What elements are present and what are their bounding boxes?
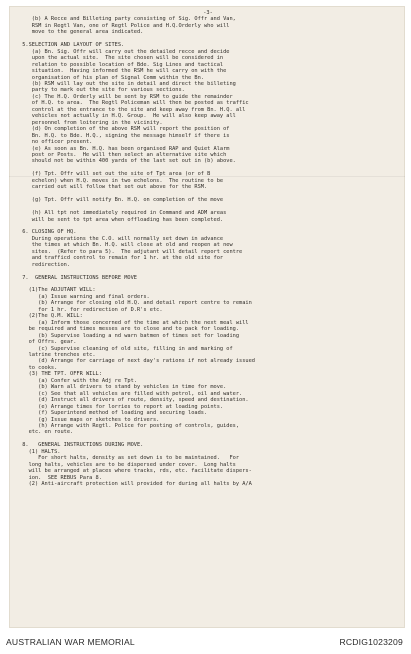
document-text: (b) A Recce and Billeting party consisting of Sig. Offr and Van, RSM in Regtl Van, one of Regtl Police and H.Q.Orderly who will move to the general area indicated. 5.SELECTION AND LAYOUT OF SITES. (a) Bn. Sig. Offr will carry out the detailed recce and decide upon the actual site. The site chosen will be considered in relation to possible location of Bde. Sig Lines and tactical situation. Having informed the RSM he will carry on with the organisation of his plan of Signal Comm within the Bn. (b) RSM will lay out the site in detail and direct the billeting party to mark out the site for various sections. (c) The H.Q. Orderly will be sent by RSM to guide the remainder of H.Q. to area. The Regtl Policeman will then be posted as traffic control at the entrance to the site and keep away from Bn. H.Q. all vehicles not actually in H.Q. Group. He will also keep away all personnel from loitering in the vicinity. (d) On completion of the above RSM will report the position of Bn. H.Q. to Bde. H.Q., signing the message himself if there is no officer present. (e) As soon as Bn. H.Q. has been organised RAP and Quiet Alarm post or Posts. He will then select an alternative site which should not be within 400 yards of the last set out in (b) above. (f) Tpt. Offr will set out the site of Tpt area (or of B echelon) when H.Q. moves in two echelons. The routine to be carried out will follow that set out above for the RSM. (g) Tpt. Offr will notify Bn. H.Q. on completion of the move (h) All tpt not immediately required in Command and ADM areas will be sent to tpt area when offloading has been completed. 6. CLOSING OF HQ. During operations the C.O. will normally set down in advance the times at which Bn. H.Q. will close at old and reopen at new sites. (Refer to para 5). The adjutant will detail report centre and trafficd control to remain for 1 hr. at the old site for redirection. 7. GENERAL INSTRUCTIONS BEFORE MOVE (1)The ADJUTANT WILL: (a) Issue warning and final orders. (b) Arrange for closing old H.Q. and detail report centre to remain for 1 hr. for redirection of D.R's etc. (2)The Q.M. WILL: (a) Inform those concerned of the time at which the next meal will be required and times messes are to close and to pack for loading. (b) Supervise loading a nd warn batmen of times set for loading of Offrs. gear. (c) Supervise cleaning of old site, filling in and marking of latrine trenches etc. (d) Arrange for carriage of next day's rations if not already issued to cooks. (3) THE TPT. OFFR WILL: (a) Confer with the Adj re Tpt. (b) Warn all drivers to stand by vehicles in time for move. (c) See that all vehicles are filled with petrol, oil and water. (d) Instruct all drivers of route, density, speed and destination. (e) Arrange times for lorries to report at loading points. (f) Superintend method of loading and securing loads. (g) Issue maps or sketches to drivers. (h) Arrange with Regtl. Police for posting of controls, guides, etc. en route. 8. GENERAL INSTRUCTIONS DURING MOVE. (1) HALTS. For short halts, density as set down is to be maintained. For long halts, vehicles are to be dispersed under cover. Long halts will be arranged at places where tracks, rds, etc. facilitate dispers- ion. SEE REBUS Para 8. (2) Anti-aircraft protection will provided for during all halts by A/A: [22, 16, 255, 488]
page-number: -3-: [203, 10, 213, 16]
archive-name: AUSTRALIAN WAR MEMORIAL: [6, 637, 135, 647]
archive-footer: [0, 630, 411, 654]
document-page: [9, 6, 405, 628]
archive-reference: RCDIG1023209: [339, 637, 403, 647]
document-body: [19, 10, 397, 488]
